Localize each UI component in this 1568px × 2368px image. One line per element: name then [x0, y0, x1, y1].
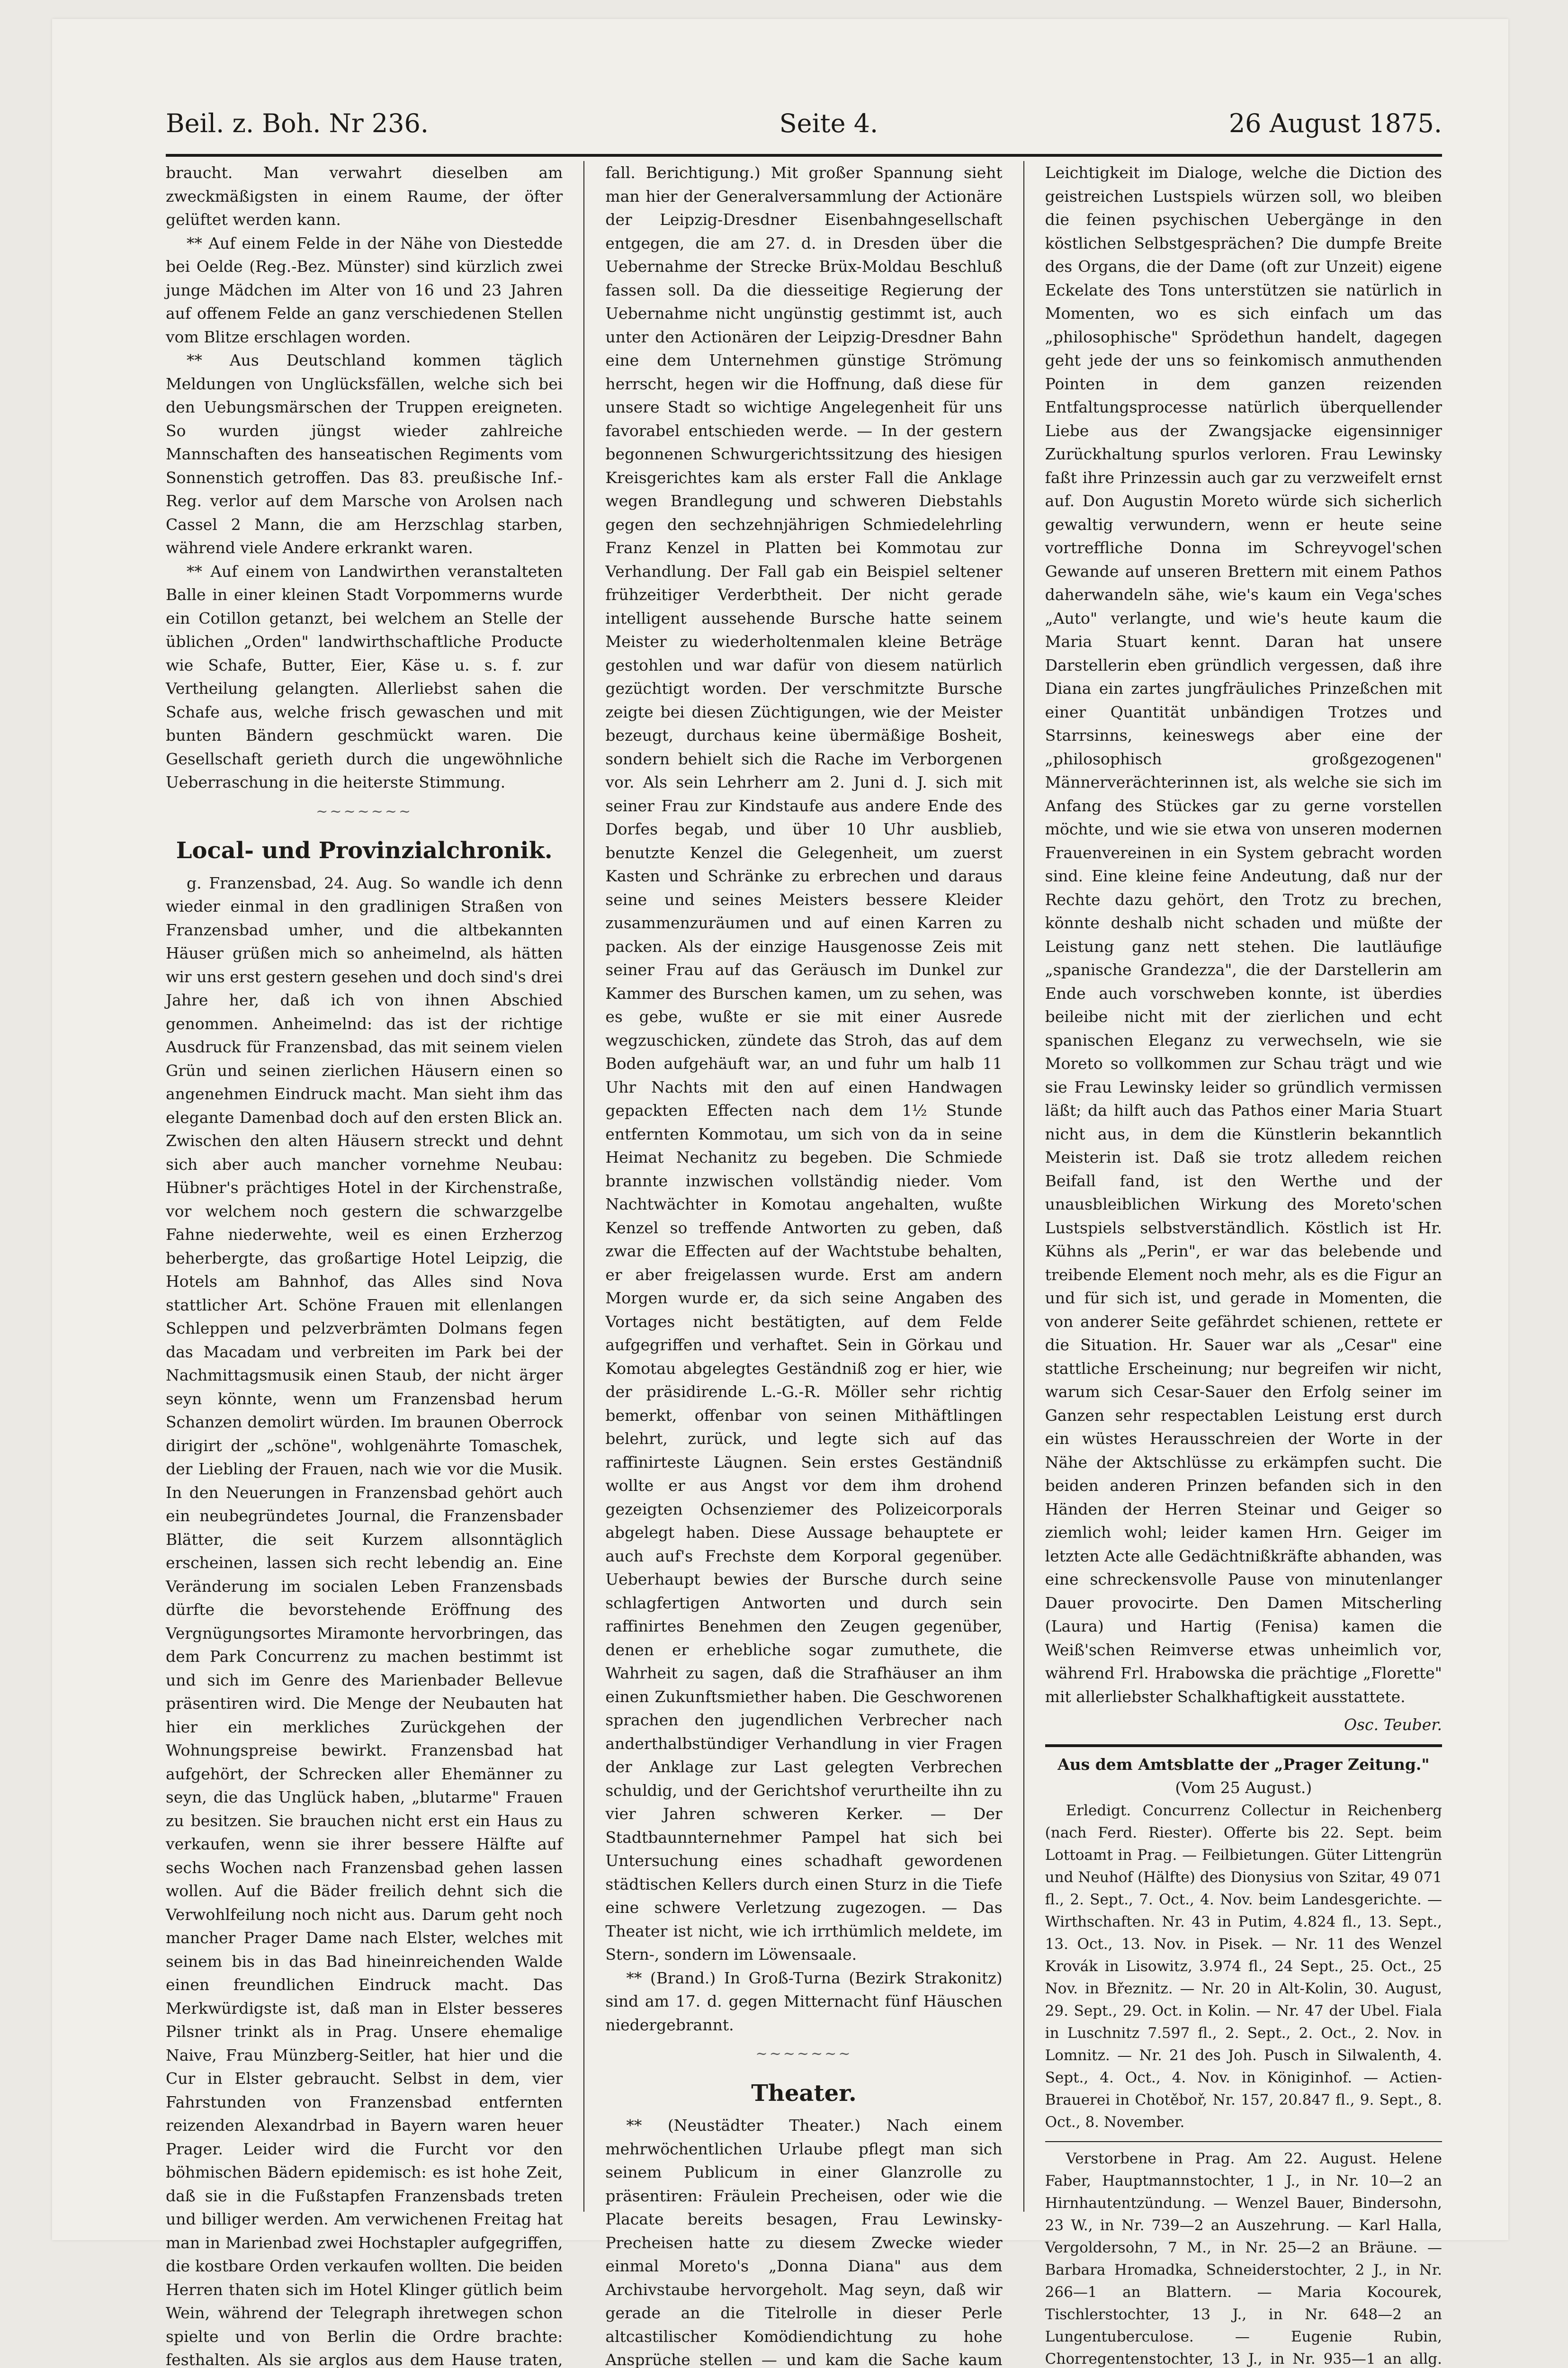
review-signature: Osc. Teuber. [1045, 1713, 1442, 1737]
section-title-theater: Theater. [605, 2082, 1002, 2106]
section-rule [1045, 1744, 1442, 1747]
amtsblatt-date: (Vom 25 August.) [1045, 1776, 1442, 1800]
report-brux-continued: fall. Berichtigung.) Mit großer Spannung sieht man hier der Generalversammlung der Actionäre der Leipzig-Dresdner Eisenbahngesellschaft entgegen, die am 27. d. in Dresden über die Uebernahme der Strecke Brüx-Moldau Beschluß fassen soll. Da die diesseitige Regierung der Uebernahme nicht ungünstig gestimmt ist, auch unter den Actionären der Leipzig-Dresdner Bahn eine dem Unternehmen günstige Strömung herrscht, hegen wir die Hoffnung, daß diese für unsere Stadt so wichtige Angelegenheit für uns favorabel entschieden werde. — In der gestern begonnenen Schwurgerichtssitzung des hiesigen Kreisgerichtes kam als erster Fall die Anklage wegen Brandlegung und schweren Diebstahls gegen den sechzehnjährigen Schmiedelehrling Franz Kenzel in Platten bei Kommotau zur Verhandlung. Der Fall gab ein Beispiel seltener frühzeitiger Verderbtheit. Der nicht gerade intelligent aussehende Bursche hatte seinem Meister zu wiederholtenmalen kleine Beträge gestohlen und war dafür von diesem natürlich gezüchtigt worden. Der verschmitzte Bursche zeigte bei diesen Züchtigungen, wie der Meister bezeugt, durchaus keine übermäßige Bosheit, sondern behielt sich die Rache im Verborgenen vor. Als sein Lehrherr am 2. Juni d. J. sich mit seiner Frau zur Kindstaufe aus andere Ende des Dorfes begab, und über 10 Uhr ausblieb, benutzte Kenzel die Gelegenheit, um zuerst Kasten und Schränke zu erbrechen und daraus seine und seines Meisters bessere Kleider zusammenzuräumen und auf einen Karren zu packen. Als der einzige Hausgenosse Zeis mit seiner Frau auf das Geräusch im Dunkel zur Kammer des Burschen kamen, um zu sehen, was es gebe, wußte er sie mit einer Ausrede wegzuschicken, zündete das Stroh, das auf dem Boden aufgehäuft war, an und fuhr um halb 11 Uhr Nachts mit den auf einen Handwagen gepackten Effecten nach dem 1½ Stunde entfernten Kommotau, um sich von da in seine Heimat Nechanitz zu begeben. Die Schmiede brannte inzwischen vollständig nieder. Vom Nachtwächter in Komotau angehalten, wußte Kenzel so treffende Antworten zu geben, daß zwar die Effecten auf der Wachtstube behalten, er aber freigelassen wurde. Erst am andern Morgen wurde er, da sich seine Angaben des Vortages nicht bestätigten, auf dem Felde aufgegriffen und verhaftet. Sein in Görkau und Komotau abgelegtes Geständniß zog er hier, wie der präsidirende L.-G.-R. Möller sehr richtig bemerkt, offenbar von seinen Mithäftlingen belehrt, zurück, und legte sich auf das raffinirteste Läugnen. Sein erstes Geständniß wollte er aus Angst vor dem ihm drohend gezeigten Ochsenziemer des Polizeicorporals abgelegt haben. Diese Aussage behauptete er auch auf's Frechste dem Korporal gegenüber. Ueberhaupt bewies der Bursche durch seine schlagfertigen Antworten und durch sein raffinirtes Benehmen den Zeugen gegenüber, denen er erhebliche sogar zumuthete, die Wahrheit zu sagen, daß die Strafhäuser an ihm einen Zukunftsmiether haben. Die Geschworenen sprachen den jugendlichen Verbrecher nach anderthalbstündiger Verhandlung in vier Fragen der Anklage zur Last gelegten Verbrechen schuldig, und der Gerichtshof verurtheilte ihn zu vier Jahren schweren Kerker. — Der Stadtbaunnternehmer Pampel hat sich bei Untersuchung eines schadhaft gewordenen städtischen Kellers durch einen Sturz in die Tiefe eine schwere Verletzung zugezogen. — Das Theater ist nicht, wie ich irrthümlich meldete, im Stern-, sondern im Löwensaale. [605, 161, 1002, 1966]
header-rule [166, 154, 1442, 157]
amtsblatt-listings: Erledigt. Concurrenz Collectur in Reichenberg (nach Ferd. Riester). Offerte bis 22. Sept. beim Lottoamt in Prag. — Feilbietungen. Güter Littengrün und Neuhof (Hälfte) des Dionysius von Szitar, 49 071 fl., 2. Sept., 7. Oct., 4. Nov. beim Landesgerichte. — Wirthschaften. Nr. 43 in Putim, 4.824 fl., 13. Sept., 13. Oct., 13. Nov. in Pisek. — Nr. 11 des Wenzel Krovák in Lisowitz, 3.974 fl., 24 Sept., 25. Oct., 25 Nov. in Březnitz. — Nr. 20 in Alt-Kolin, 30. August, 29. Sept., 29. Oct. in Kolin. — Nr. 47 der Ubel. Fiala in Luschnitz 7.597 fl., 2. Sept., 2. Oct., 2. Nov. in Lomnitz. — Nr. 21 des Joh. Pusch in Silwalenth, 4. Sept., 4. Oct., 4. Nov. in Königinhof. — Actien-Brauerei in Chotěboř, Nr. 157, 20.847 fl., 9. Sept., 8. Oct., 8. November. [1045, 1800, 1442, 2134]
deaths-listing: Verstorbene in Prag. Am 22. August. Helene Faber, Hauptmannstochter, 1 J., in Nr. 10—2 an Hirnhautentzündung. — Wenzel Bauer, Bindersohn, 23 W., in Nr. 739—2 an Auszehrung. — Karl Halla, Vergoldersohn, 7 M., in Nr. 25—2 an Bräune. — Barbara Hromadka, Schneiderstochter, 2 J., in Nr. 266—1 an Blattern. — Maria Kocourek, Tischlerstochter, 13 J., in Nr. 648—2 an Lungentuberculose. — Eugenie Rubin, Chorregentenstochter, 13 J., in Nr. 935—1 an allg. [1045, 2148, 1442, 2368]
column-separator [583, 161, 584, 2212]
page-header [166, 95, 1442, 152]
column-1 [166, 161, 563, 2212]
news-item-olde: ** Auf einem Felde in der Nähe von Diestedde bei Oelde (Reg.-Bez. Münster) sind kürzlich zwei junge Mädchen im Alter von 16 und 23 Jahren auf offenem Felde an ganz verschiedenen Stellen vom Blitze erschlagen worden. [166, 232, 563, 349]
amtsblatt-title: Aus dem Amtsblatte der „Prager Zeitung." [1045, 1753, 1442, 1776]
review-neustaedter-theater: ** (Neustädter Theater.) Nach einem mehrwöchentlichen Urlaube pflegt man sich seinem Publicum in einer Glanzrolle zu präsentiren: Fräulein Precheisen, oder wie die Placate bereits besagen, Frau Lewinsky-Precheisen hatte zu diesem Zwecke wieder einmal Moreto's „Donna Diana" aus dem Archivstaube hervorgeholt. Mag seyn, daß wir gerade an die Titelrolle in dieser Perle altcastilischer Komödiendichtung zu hohe Ansprüche stellen — und kam die Sache kaum [605, 2114, 1002, 2368]
page-number: Seite 4. [780, 108, 878, 138]
column-3 [1045, 161, 1442, 2212]
newspaper-page [52, 19, 1508, 2240]
section-divider: ~~~~~~~ [605, 2042, 1002, 2066]
section-rule [1045, 2141, 1442, 2142]
article-continuation: braucht. Man verwahrt dieselben am zweckmäßigsten in einem Raume, der öfter gelüftet werden kann. [166, 161, 563, 232]
column-separator [1023, 161, 1024, 2212]
news-item-brand: ** (Brand.) In Groß-Turna (Bezirk Strakonitz) sind am 17. d. gegen Mitternacht fünf Häuschen niedergebrannt. [605, 1966, 1002, 2037]
column-2 [605, 161, 1002, 2212]
section-title-local: Local- und Provinzialchronik. [166, 839, 563, 863]
text-columns [166, 161, 1442, 2212]
supplement-number: Beil. z. Boh. Nr 236. [166, 108, 429, 138]
news-item-deutschland: ** Aus Deutschland kommen täglich Meldungen von Unglücksfällen, welche sich bei den Uebungsmärschen der Truppen ereigneten. So wurden jüngst wieder zahlreiche Mannschaften des hanseatischen Regiments vom Sonnenstich getroffen. Das 83. preußische Inf.-Reg. verlor auf dem Marsche von Arolsen nach Cassel 2 Mann, die am Herzschlag starben, während viele Andere erkrankt waren. [166, 349, 563, 560]
section-divider: ~~~~~~~ [166, 800, 563, 824]
news-item-ball: ** Auf einem von Landwirthen veranstalteten Balle in einer kleinen Stadt Vorpommerns wurde ein Cotillon getanzt, bei welchem an Stelle der üblichen „Orden" landwirthschaftliche Producte wie Schafe, Butter, Eier, Käse u. s. f. zur Vertheilung gelangten. Allerliebst sahen die Schafe aus, welche frisch gewaschen und mit bunten Bändern geschmückt waren. Die Gesellschaft gerieth durch die ungewöhnliche Ueberraschung in die heiterste Stimmung. [166, 560, 563, 794]
issue-date: 26 August 1875. [1229, 108, 1442, 138]
review-continued: Leichtigkeit im Dialoge, welche die Diction des geistreichen Lustspiels würzen soll, wo bleiben die feinen psychischen Uebergänge in den köstlichen Selbstgesprächen? Die dumpfe Breite des Organs, die der Dame (oft zur Unzeit) eigene Eckelate des Tons unterstützen sie natürlich in Momenten, wo es sich einfach um das „philosophische" Sprödethun handelt, dagegen geht jede der uns so feinkomisch anmuthenden Pointen in dem ganzen reizenden Entfaltungsprocesse natürlich überquellender Liebe aus der Zwangsjacke eigensinniger Zurückhaltung spurlos verloren. Frau Lewinsky faßt ihre Prinzessin auch gar zu verzweifelt ernst auf. Don Augustin Moreto würde sich sicherlich gewaltig verwundern, wenn er heute seine vortreffliche Donna im Schreyvogel'schen Gewande auf unseren Brettern mit einem Pathos daherwandeln sähe, wie's kaum ein Vega'sches „Auto" verlangte, und wie's heute kaum die Maria Stuart kennt. Daran hat unsere Darstellerin eben gründlich vergessen, daß ihre Diana ein zartes jungfräuliches Prinzeßchen mit einer Quantität unbändigen Trotzes und Starrsinns, keineswegs aber eine der „philosophisch großgezogenen" Männerverächterinnen ist, als welche sie sich im Anfang des Stückes gar zu gerne vorstellen möchte, und wie sie etwa von unseren modernen Frauenvereinen in ein System gebracht worden sind. Eine kleine feine Andeutung, daß nur der Rechte dazu gehört, den Trotz zu brechen, könnte deshalb nicht schaden und müßte der Leistung ganz nett stehen. Die lautläufige „spanische Grandezza", die der Darstellerin am Ende auch vorschweben konnte, ist überdies beileibe nicht mit der zierlichen und echt spanischen Eleganz zu verwechseln, wie sie Moreto so vollkommen zur Schau trägt und wie sie Frau Lewinsky leider so gründlich vermissen läßt; da hilft auch das Pathos einer Maria Stuart nicht aus, in dem die Künstlerin bekanntlich Meisterin ist. Daß sie trotz alledem reichen Beifall fand, ist den Werthe und der unausbleiblichen Wirkung des Moreto'schen Lustspiels selbstverständlich. Köstlich ist Hr. Kühns als „Perin", er war das belebende und treibende Element noch mehr, als es die Figur an und für sich ist, und gerade in Momenten, die von anderer Seite gefährdet schienen, rettete er die Situation. Hr. Sauer war als „Cesar" eine stattliche Erscheinung; nur begreifen wir nicht, warum sich Cesar-Sauer den Erfolg seiner im Ganzen sehr respectablen Leistung erst durch ein wüstes Herausschreien der Worte in der Nähe der Aktschlüsse zu erkämpfen sucht. Die beiden anderen Prinzen befanden sich in den Händen der Herren Steinar und Geiger so ziemlich wohl; leider kamen Hrn. Geiger im letzten Acte alle Gedächtnißkräfte abhanden, was eine schreckensvolle Pause von minutenlanger Dauer provocirte. Den Damen Mitscherling (Laura) und Hartig (Fenisa) kamen die Weiß'schen Reimverse etwas unheimlich vor, während Frl. Hrabowska die prächtige „Florette" mit allerliebster Schalkhaftigkeit ausstattete. [1045, 161, 1442, 1708]
report-franzensbad: g. Franzensbad, 24. Aug. So wandle ich denn wieder einmal in den gradlinigen Straßen von Franzensbad umher, und die altbekannten Häuser grüßen mich so anheimelnd, als hätten wir uns erst gestern gesehen und doch sind's drei Jahre her, daß ich von ihnen Abschied genommen. Anheimelnd: das ist der richtige Ausdruck für Franzensbad, das mit seinem vielen Grün und seinen zierlichen Häusern einen so angenehmen Eindruck macht. Man sieht ihm das elegante Damenbad doch auf den ersten Blick an. Zwischen den alten Häusern streckt und dehnt sich aber auch mancher vornehme Neubau: Hübner's prächtiges Hotel in der Kirchenstraße, vor welchem noch gestern die schwarzgelbe Fahne niederwehte, weil es einen Erzherzog beherbergte, das großartige Hotel Leipzig, die Hotels am Bahnhof, das Alles sind Nova stattlicher Art. Schöne Frauen mit ellenlangen Schleppen und pelzverbrämten Dolmans fegen das Macadam und verbreiten im Park bei der Nachmittagsmusik einen Staub, der nicht ärger seyn könnte, wenn um Franzensbad herum Schanzen demolirt würden. Im braunen Oberrock dirigirt der „schöne", wohlgenährte Tomaschek, der Liebling der Frauen, nach wie vor die Musik. In den Neuerungen in Franzensbad gehört auch ein neubegründetes Journal, die Franzensbader Blätter, die seit Kurzem allsonntäglich erscheinen, lassen sich recht lebendig an. Eine Veränderung im socialen Leben Franzensbads dürfte die bevorstehende Eröffnung des Vergnügungsortes Miramonte hervorbringen, das dem Park Concurrenz zu machen bestimmt ist und sich im Genre des Marienbader Bellevue präsentiren wird. Die Menge der Neubauten hat hier ein merkliches Zurückgehen der Wohnungspreise bewirkt. Franzensbad hat aufgehört, der Schrecken aller Ehemänner zu seyn, die das Unglück haben, „blutarme" Frauen zu besitzen. Sie brauchen nicht erst ein Haus zu verkaufen, wenn sie ihrer bessere Hälfte auf sechs Wochen nach Franzensbad gehen lassen wollen. Auf die Bäder freilich dehnt sich die Verwohlfeilung noch nicht aus. Darum geht noch mancher Prager Dame nach Elster, welches mit seinem bis in das Bad hineinreichenden Walde einen freundlichen Eindruck macht. Das Merkwürdigste ist, daß man in Elster besseres Pilsner trinkt als in Prag. Unsere ehemalige Naive, Frau Münzberg-Seitler, hat hier und die Cur in Elster gebraucht. Selbst in dem, vier Fahrstunden von Franzensbad entfernten reizenden Alexandrbad in Bayern waren heuer Prager. Leider wird die Furcht vor den böhmischen Bädern epidemisch: es ist hohe Zeit, daß sie in die Fußstapfen Franzensbads treten und billiger werden. Am verwichenen Freitag hat man in Marienbad zwei Hochstapler aufgegriffen, die kostbare Orden verkaufen wollten. Die beiden Herren thaten sich im Hotel Klinger gütlich beim Wein, während der Telegraph ihretwegen schon spielte und von Berlin die Ordre brachte: festhalten. Als sie arglos aus dem Hause traten, [166, 871, 563, 2368]
